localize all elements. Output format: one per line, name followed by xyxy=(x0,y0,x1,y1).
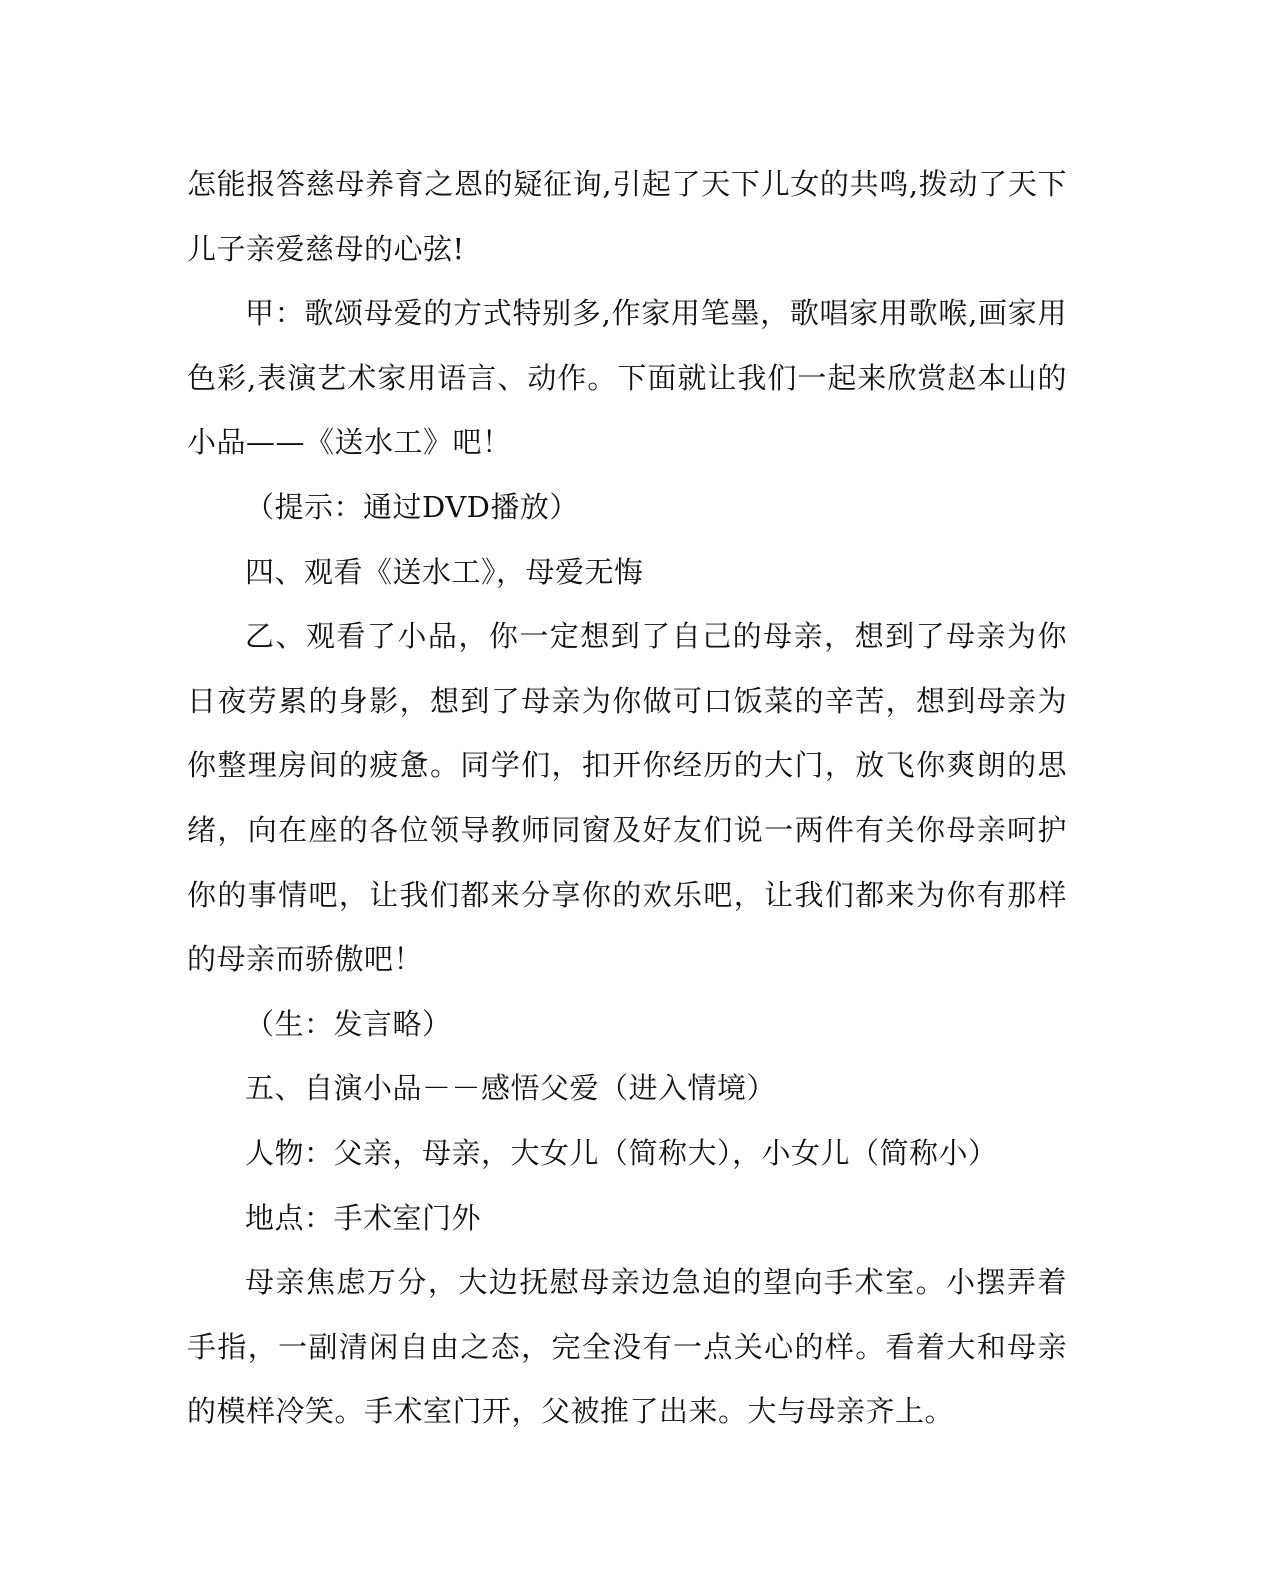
document-body xyxy=(187,152,1067,1444)
paragraph-yi-speech: 乙、观看了小品，你一定想到了自己的母亲，想到了母亲为你日夜劳累的身影，想到了母亲为你做可口饭菜的辛苦，想到母亲为你整理房间的疲惫。同学们，扣开你经历的大门，放飞你爽朗的思绪，向在座的各位领导教师同窗及好友们说一两件有关你母亲呵护你的事情吧，让我们都来分享你的欢乐吧，让我们都来为你有那样的母亲而骄傲吧！ xyxy=(187,619,1067,977)
paragraph-jia-speech: 甲：歌颂母爱的方式特别多,作家用笔墨，歌唱家用歌喉,画家用色彩,表演艺术家用语言、动作。下面就让我们一起来欣赏赵本山的小品——《送水工》吧！ xyxy=(187,296,1067,460)
paragraph-student-note: （生：发言略） xyxy=(245,1006,452,1041)
paragraph-scene-description: 母亲焦虑万分，大边抚慰母亲边急迫的望向手术室。小摆弄着手指，一副清闲自由之态，完全没有一点关心的样。看着大和母亲的模样冷笑。手术室门开，父被推了出来。大与母亲齐上。 xyxy=(187,1265,1067,1429)
section-heading-four: 四、观看《送水工》，母爱无悔 xyxy=(245,554,644,589)
paragraph-characters: 人物：父亲，母亲，大女儿（简称大），小女儿（简称小） xyxy=(245,1135,998,1170)
section-heading-five: 五、自演小品－－感悟父爱（进入情境） xyxy=(245,1071,777,1106)
paragraph-continuation: 怎能报答慈母养育之恩的疑征询,引起了天下儿女的共鸣,拨动了天下儿子亲爱慈母的心弦! xyxy=(187,167,1067,266)
paragraph-location: 地点：手术室门外 xyxy=(245,1200,482,1235)
paragraph-dvd-note: （提示：通过DVD播放） xyxy=(245,489,579,524)
